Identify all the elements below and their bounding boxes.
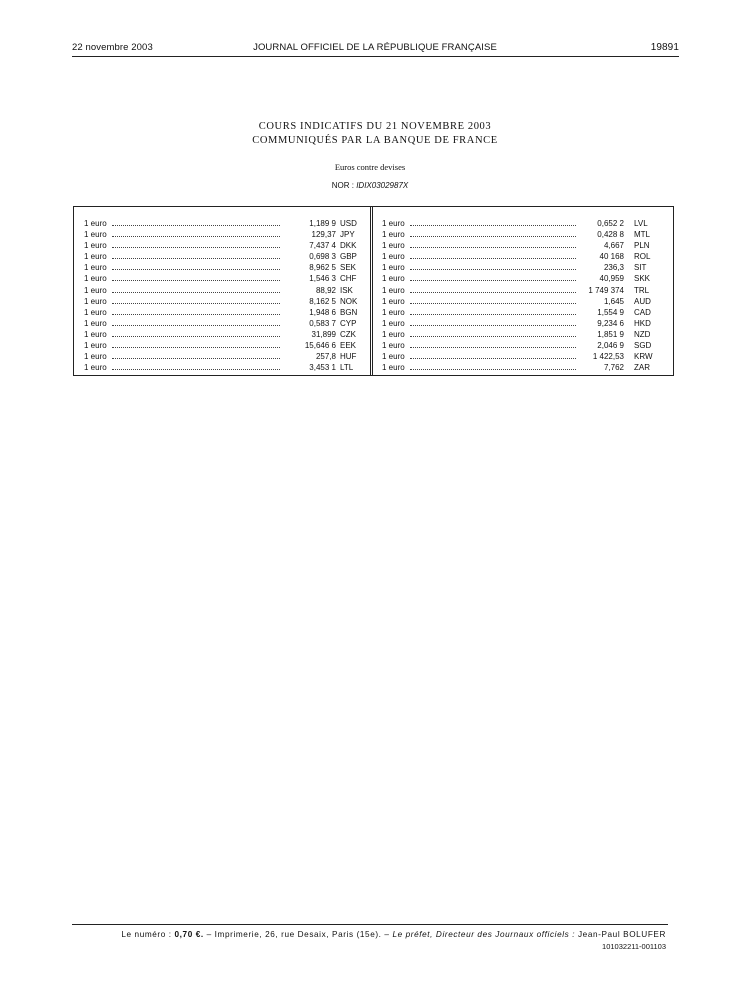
document-title-line1: COURS INDICATIFS DU 21 NOVEMBRE 2003 bbox=[258, 121, 492, 132]
page-number: 19891 bbox=[650, 42, 679, 53]
dot-leader bbox=[410, 303, 576, 304]
rate-row bbox=[84, 296, 361, 307]
footer-director-name: Jean-Paul BOLUFER bbox=[577, 930, 666, 939]
rate-value: 8,162 5 bbox=[309, 296, 336, 306]
currency-code: LVL bbox=[634, 219, 648, 228]
rate-label: 1 euro bbox=[382, 252, 405, 262]
footer-director-title: Le préfet, Directeur des Journaux officiels : bbox=[392, 930, 576, 939]
dot-leader bbox=[112, 358, 280, 359]
dot-leader bbox=[112, 225, 280, 226]
rate-value: 0,428 8 bbox=[597, 230, 624, 240]
rates-column-right bbox=[382, 218, 656, 373]
rate-value: 1,546 3 bbox=[309, 274, 336, 284]
rate-value: 129,37 bbox=[311, 230, 336, 240]
rate-row bbox=[84, 351, 361, 362]
rate-row bbox=[84, 362, 361, 373]
rate-label: 1 euro bbox=[382, 318, 405, 328]
currency-code: GBP bbox=[340, 252, 357, 262]
dot-leader bbox=[410, 347, 576, 348]
currency-code: ISK bbox=[340, 285, 353, 295]
rate-value: 1,189 9 bbox=[309, 219, 336, 228]
rate-value: 1,948 6 bbox=[309, 307, 336, 317]
rate-label: 1 euro bbox=[84, 241, 107, 251]
rate-label: 1 euro bbox=[382, 341, 405, 351]
rate-value: 2,046 9 bbox=[597, 341, 624, 351]
rate-row bbox=[84, 240, 361, 251]
dot-leader bbox=[410, 236, 576, 237]
currency-code: LTL bbox=[340, 363, 354, 373]
currency-code: AUD bbox=[634, 296, 651, 306]
currency-code: EEK bbox=[340, 341, 357, 351]
dot-leader bbox=[112, 314, 280, 315]
currency-code: ROL bbox=[634, 252, 651, 262]
rate-value: 40 168 bbox=[599, 252, 624, 262]
rate-row bbox=[382, 296, 656, 307]
rate-label: 1 euro bbox=[382, 296, 405, 306]
rate-label: 1 euro bbox=[382, 363, 405, 373]
rate-row bbox=[84, 329, 361, 340]
document-subtitle: Euros contre devises bbox=[334, 162, 406, 172]
currency-code: HUF bbox=[340, 352, 357, 362]
nor-label: NOR : bbox=[331, 181, 354, 190]
rate-value: 7,437 4 bbox=[309, 241, 336, 251]
footer-imprint bbox=[74, 930, 666, 939]
rates-column-left bbox=[84, 218, 361, 373]
rate-label: 1 euro bbox=[84, 296, 107, 306]
dot-leader bbox=[112, 247, 280, 248]
rate-value: 88,92 bbox=[315, 285, 336, 295]
currency-code: NOK bbox=[340, 296, 358, 306]
rate-row bbox=[84, 285, 361, 296]
rate-label: 1 euro bbox=[382, 307, 405, 317]
rate-label: 1 euro bbox=[84, 352, 107, 362]
dot-leader bbox=[410, 247, 576, 248]
dot-leader bbox=[410, 292, 576, 293]
currency-code: MTL bbox=[634, 230, 650, 240]
footer-prefix: Le numéro : bbox=[121, 930, 172, 939]
rate-label: 1 euro bbox=[84, 363, 107, 373]
rate-label: 1 euro bbox=[84, 307, 107, 317]
rate-label: 1 euro bbox=[84, 318, 107, 328]
dot-leader bbox=[410, 358, 576, 359]
rate-row bbox=[382, 262, 656, 273]
header-date: 22 novembre 2003 bbox=[72, 42, 153, 53]
rate-row bbox=[382, 218, 656, 229]
rate-row bbox=[382, 285, 656, 296]
currency-code: JPY bbox=[340, 230, 355, 240]
dot-leader bbox=[112, 292, 280, 293]
footer-printer: – Imprimerie, 26, rue Desaix, Paris (15e). – bbox=[206, 930, 390, 939]
currency-code: HKD bbox=[634, 318, 651, 328]
rate-row bbox=[382, 273, 656, 284]
rate-row bbox=[382, 318, 656, 329]
dot-leader bbox=[410, 314, 576, 315]
dot-leader bbox=[112, 236, 280, 237]
dot-leader bbox=[112, 336, 280, 337]
currency-code: BGN bbox=[340, 307, 358, 317]
rate-row bbox=[84, 307, 361, 318]
rate-label: 1 euro bbox=[382, 263, 405, 273]
rate-label: 1 euro bbox=[382, 285, 405, 295]
currency-code: SKK bbox=[634, 274, 651, 284]
rate-value: 15,646 6 bbox=[304, 341, 336, 351]
dot-leader bbox=[410, 325, 576, 326]
rate-value: 8,962 5 bbox=[309, 263, 336, 273]
nor-code: IDIX0302987X bbox=[356, 181, 409, 190]
rate-row bbox=[84, 318, 361, 329]
dot-leader bbox=[410, 336, 576, 337]
rate-value: 0,583 7 bbox=[309, 318, 336, 328]
currency-code: SIT bbox=[634, 263, 647, 273]
dot-leader bbox=[112, 258, 280, 259]
dot-leader bbox=[112, 280, 280, 281]
footer-rule bbox=[72, 924, 668, 925]
dot-leader bbox=[112, 269, 280, 270]
rate-value: 1 749 374 bbox=[588, 285, 624, 295]
rate-label: 1 euro bbox=[84, 341, 107, 351]
document-title-line2: COMMUNIQUÉS PAR LA BANQUE DE FRANCE bbox=[252, 135, 498, 146]
dot-leader bbox=[410, 258, 576, 259]
rate-row bbox=[382, 329, 656, 340]
rate-value: 7,762 bbox=[603, 363, 624, 373]
currency-code: CAD bbox=[634, 307, 651, 317]
nor-reference bbox=[0, 181, 740, 190]
header-rule bbox=[72, 56, 679, 57]
rate-row bbox=[84, 262, 361, 273]
rate-value: 31,899 bbox=[311, 329, 336, 339]
rate-label: 1 euro bbox=[84, 230, 107, 240]
rate-row bbox=[382, 307, 656, 318]
dot-leader bbox=[410, 225, 576, 226]
currency-code: NZD bbox=[634, 329, 651, 339]
rate-value: 236,3 bbox=[603, 263, 624, 273]
footer-code: 101032211-001103 bbox=[602, 942, 666, 951]
dot-leader bbox=[410, 280, 576, 281]
currency-code: CZK bbox=[340, 329, 356, 339]
rate-value: 1 422,53 bbox=[592, 352, 624, 362]
journal-title: JOURNAL OFFICIEL DE LA RÉPUBLIQUE FRANÇAISE bbox=[253, 42, 497, 53]
currency-code: DKK bbox=[340, 241, 357, 251]
rate-label: 1 euro bbox=[382, 352, 405, 362]
dot-leader bbox=[112, 347, 280, 348]
rate-row bbox=[382, 351, 656, 362]
currency-code: SGD bbox=[634, 341, 652, 351]
rates-table-divider bbox=[370, 206, 373, 376]
rate-label: 1 euro bbox=[84, 329, 107, 339]
rate-label: 1 euro bbox=[382, 274, 405, 284]
rate-label: 1 euro bbox=[84, 263, 107, 273]
dot-leader bbox=[112, 369, 280, 370]
currency-code: CHF bbox=[340, 274, 357, 284]
rate-value: 1,645 bbox=[603, 296, 624, 306]
rate-row bbox=[382, 251, 656, 262]
rate-value: 0,698 3 bbox=[309, 252, 336, 262]
rate-row bbox=[84, 251, 361, 262]
footer-price: 0,70 €. bbox=[174, 930, 204, 939]
rate-label: 1 euro bbox=[382, 241, 405, 251]
rate-value: 4,667 bbox=[603, 241, 624, 251]
currency-code: CYP bbox=[340, 318, 357, 328]
rate-value: 257,8 bbox=[315, 352, 336, 362]
currency-code: USD bbox=[340, 219, 357, 228]
currency-code: PLN bbox=[634, 241, 650, 251]
rate-value: 9,234 6 bbox=[597, 318, 624, 328]
rate-value: 1,554 9 bbox=[597, 307, 624, 317]
rate-row bbox=[84, 229, 361, 240]
rate-value: 1,851 9 bbox=[597, 329, 624, 339]
rate-label: 1 euro bbox=[382, 219, 405, 228]
rate-row bbox=[84, 273, 361, 284]
rate-row bbox=[84, 340, 361, 351]
dot-leader bbox=[112, 303, 280, 304]
rate-label: 1 euro bbox=[84, 274, 107, 284]
rate-row bbox=[382, 340, 656, 351]
rate-value: 0,652 2 bbox=[597, 219, 624, 228]
rate-label: 1 euro bbox=[84, 219, 107, 228]
rate-value: 40,959 bbox=[599, 274, 624, 284]
dot-leader bbox=[112, 325, 280, 326]
currency-code: KRW bbox=[634, 352, 653, 362]
rate-label: 1 euro bbox=[84, 252, 107, 262]
rate-row bbox=[84, 218, 361, 229]
rate-label: 1 euro bbox=[84, 285, 107, 295]
currency-code: SEK bbox=[340, 263, 357, 273]
currency-code: ZAR bbox=[634, 363, 650, 373]
rate-row bbox=[382, 362, 656, 373]
rate-row bbox=[382, 229, 656, 240]
dot-leader bbox=[410, 269, 576, 270]
rate-label: 1 euro bbox=[382, 230, 405, 240]
currency-code: TRL bbox=[634, 285, 650, 295]
rate-value: 3,453 1 bbox=[309, 363, 336, 373]
dot-leader bbox=[410, 369, 576, 370]
rate-label: 1 euro bbox=[382, 329, 405, 339]
rate-row bbox=[382, 240, 656, 251]
